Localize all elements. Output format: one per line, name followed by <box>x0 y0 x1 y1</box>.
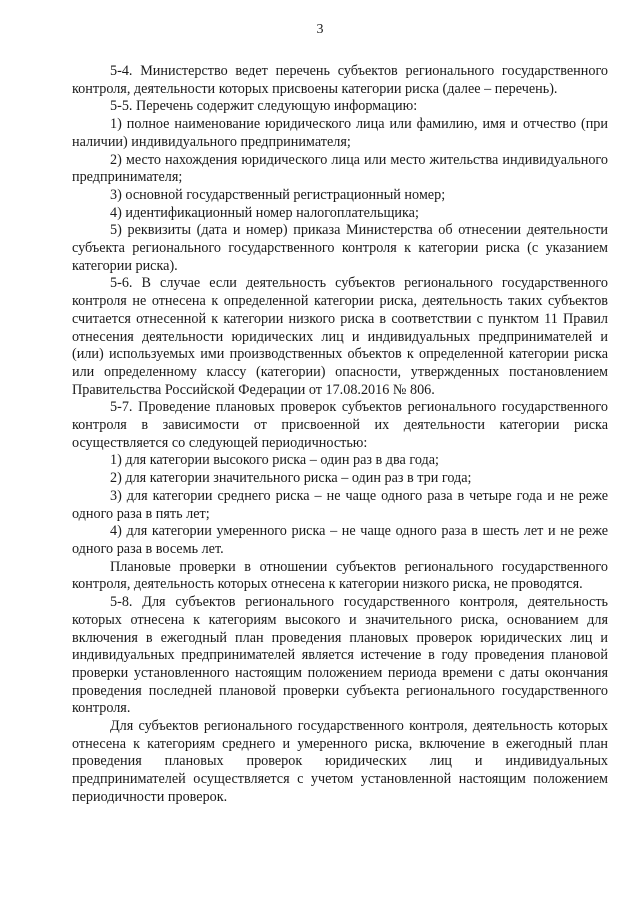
list-item-full-name: 1) полное наименование юридического лица или фамилию, имя и отчество (при наличии) индивидуального предпринимателя; <box>72 116 608 150</box>
document-body <box>72 63 608 807</box>
paragraph-5-8: 5-8. Для субъектов регионального государственного контроля, деятельность которых отнесена к категориям высокого и значительного риска, основанием для включения в ежегодный план проведения плановых проверок юридических лиц и индивидуальных предпринимателей является истечение в году проведения плановой проверки установленного настоящим положением периода времени с даты окончания проведения последней плановой проверки субъекта регионального государственного контроля. <box>72 594 608 717</box>
paragraph-5-6: 5-6. В случае если деятельность субъектов регионального государственного контроля не отнесена к определенной категории риска, деятельность таких субъектов считается отнесенной к категории низкого риска в соответствии с пунктом 11 Правил отнесения деятельности юридических лиц и индивидуальных предпринимателей и (или) используемых ими производственных объектов к определенной категории риска или определенному классу (категории) опасности, утвержденных постановлением Правительства Российской Федерации от 17.08.2016 № 806. <box>72 275 608 398</box>
list-item-high-risk: 1) для категории высокого риска – один раз в два года; <box>110 452 439 469</box>
list-item-location: 2) место нахождения юридического лица или место жительства индивидуального предпринимателя; <box>72 151 608 186</box>
paragraph-medium-moderate: Для субъектов регионального государственного контроля, деятельность которых отнесена к категориям среднего и умеренного риска, включение в ежегодный план проведения плановых проверок юридических лиц и индивидуальных предпринимателей осуществляется с учетом установленной настоящим положением периодичности проверок. <box>72 718 608 805</box>
list-item-moderate-risk: 4) для категории умеренного риска – не чаще одного раза в шесть лет и не реже одного раза в восемь лет. <box>72 523 608 557</box>
list-item-ogrn: 3) основной государственный регистрационный номер; <box>110 186 446 203</box>
list-item-significant-risk: 2) для категории значительного риска – один раз в три года; <box>110 470 472 487</box>
page-number: 3 <box>316 22 324 37</box>
paragraph-5-7: 5-7. Проведение плановых проверок субъектов регионального государственного контроля в зависимости от присвоенной их деятельности категории риска осуществляется со следующей периодичностью: <box>72 399 608 451</box>
list-item-medium-risk: 3) для категории среднего риска – не чаще одного раза в четыре года и не реже одного раза в пять лет; <box>72 487 608 522</box>
paragraph-5-5: 5-5. Перечень содержит следующую информацию: <box>110 98 418 115</box>
paragraph-5-4: 5-4. Министерство ведет перечень субъектов регионального государственного контроля, деятельности которых присвоены категории риска (далее – перечень). <box>72 63 608 97</box>
list-item-order-details: 5) реквизиты (дата и номер) приказа Министерства об отнесении деятельности субъекта регионального государственного контроля к категории риска (с указанием категории риска). <box>72 222 608 274</box>
paragraph-low-risk: Плановые проверки в отношении субъектов регионального государственного контроля, деятельность которых отнесена к категории низкого риска, не проводятся. <box>72 558 608 593</box>
list-item-inn: 4) идентификационный номер налогоплательщика; <box>110 204 419 221</box>
